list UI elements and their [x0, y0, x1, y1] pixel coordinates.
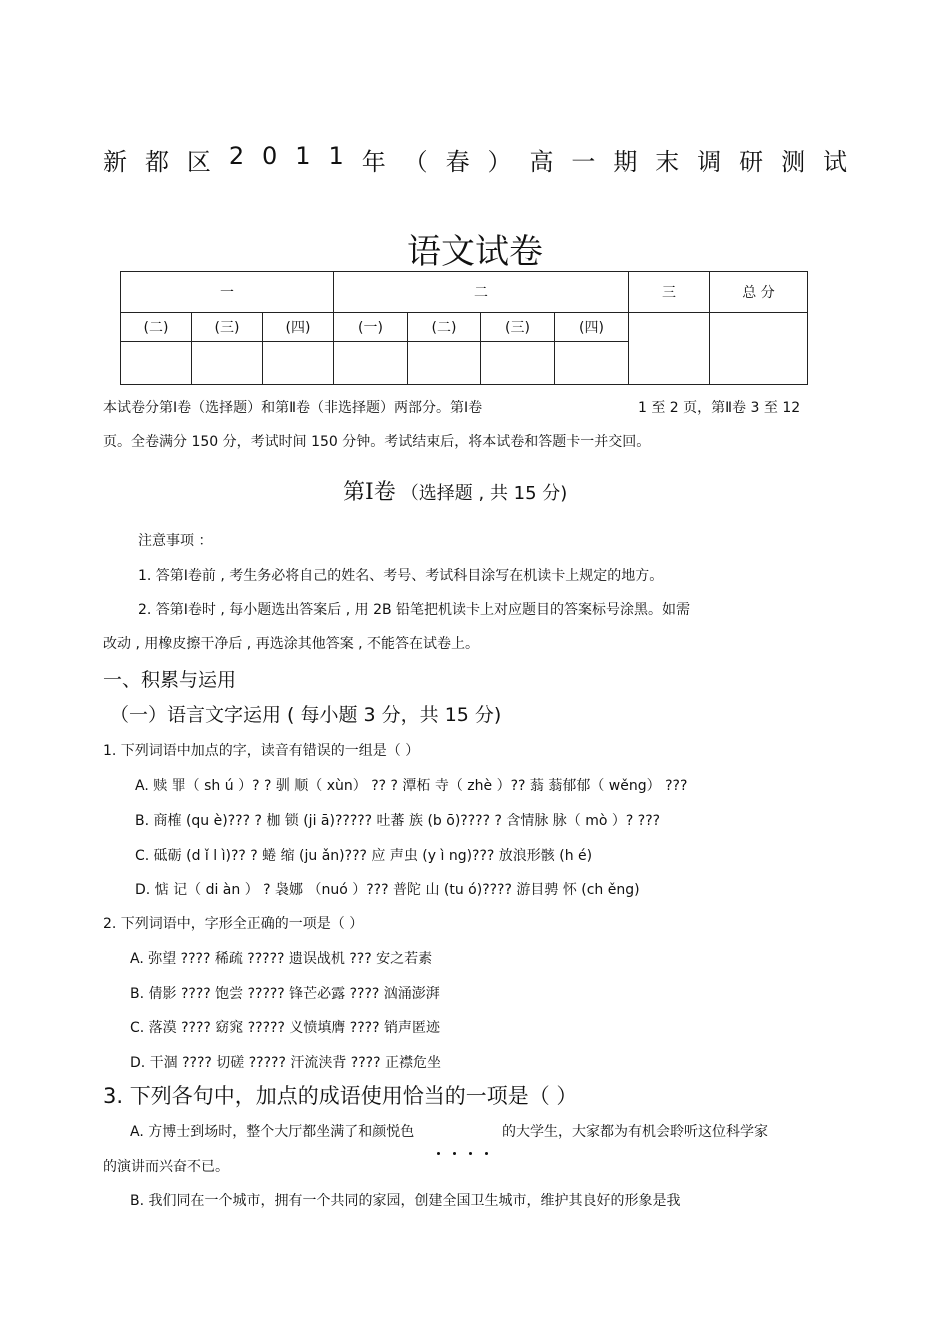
exam-header [103, 142, 847, 177]
q2-option-a: A. 弥望 ???? 稀疏 ????? 遗误战机 ??? 安之若素 [130, 951, 433, 967]
q2-option-b: B. 倩影 ???? 饱尝 ????? 锋芒必露 ???? 汹涌澎湃 [130, 986, 440, 1002]
header-char: 新 [103, 148, 127, 176]
q1-option-d: D. 惦 记（ di àn ） ? 袅娜 （nuó ）??? 普陀 山 (tu ó)???? 游目骋 怀 (ch ěng) [135, 882, 640, 898]
q3-stem: 3. 下列各句中，加点的成语使用恰当的一项是（ ） [103, 1084, 578, 1108]
score-cell [121, 342, 192, 385]
q2-stem: 2. 下列词语中，字形全正确的一项是（ ） [103, 916, 364, 932]
score-cell [334, 342, 408, 385]
header-char: 末 [655, 148, 680, 176]
intro-line1-b: 1 至 2 页，第Ⅱ卷 3 至 12 [638, 400, 801, 416]
q3-option-a-line2: 的演讲而兴奋不已。 [103, 1159, 229, 1175]
header-char: 年 [361, 148, 386, 176]
subsection-1-title: （一）语言文字运用 ( 每小题 3 分，共 15 分) [110, 704, 502, 726]
exam-title: 语文试卷 [407, 232, 543, 272]
header-char: 春 [445, 148, 470, 176]
header-char: 一 [571, 148, 596, 176]
score-sub-1-3: (三) [192, 313, 263, 342]
score-header-total [710, 272, 808, 385]
q1-option-c: C. 砥砺 (d ǐ l ì)?? ? 蜷 缩 (ju ǎn)??? 应 声虫 (y ì ng)??? 放浪形骸 (h é) [135, 848, 593, 864]
q1-option-b: B. 商榷 (qu è)??? ? 枷 锁 (ji ā)????? 吐蕃 族 (b ō)???? ? 含情脉 脉（ mò ）? ??? [135, 813, 661, 829]
q1-stem: 1. 下列词语中加点的字，读音有错误的一组是（ ） [103, 743, 420, 759]
part1-heading [343, 475, 567, 506]
score-cell [192, 342, 263, 385]
header-char: 2 [228, 142, 245, 170]
section-1-title: 一、积累与运用 [103, 669, 237, 691]
score-header-part2: 二 [334, 272, 629, 313]
header-char: 0 [262, 142, 278, 170]
header-char: 都 [144, 148, 169, 176]
q2-option-c: C. 落漠 ???? 窈窕 ????? 义愤填膺 ???? 销声匿迹 [130, 1020, 440, 1036]
header-char: 调 [697, 148, 722, 176]
q2-option-d: D. 干涸 ???? 切磋 ????? 汗流浃背 ???? 正襟危坐 [130, 1055, 441, 1071]
score-table [120, 271, 808, 385]
score-sub-2-3: (三) [481, 313, 555, 342]
score-sub-2-1: (一) [334, 313, 408, 342]
q3-option-a-line1-post: 的大学生，大家都为有机会聆听这位科学家 [502, 1124, 768, 1140]
header-char: 期 [613, 148, 638, 176]
intro-line2: 页。全卷满分 150 分，考试时间 150 分钟。考试结束后，将本试卷和答题卡一并交回。 [103, 434, 651, 450]
score-sub-1-2: (二) [121, 313, 192, 342]
note-2b: 改动 , 用橡皮擦干净后 , 再选涂其他答案 , 不能答在试卷上。 [103, 636, 480, 652]
header-char: ） [487, 148, 512, 176]
score-cell [555, 342, 629, 385]
score-cell [408, 342, 481, 385]
score-header-part3 [629, 272, 710, 385]
header-char: 测 [781, 148, 806, 176]
score-cell [263, 342, 334, 385]
header-char: 试 [823, 148, 847, 176]
score-sub-1-4: (四) [263, 313, 334, 342]
note-2a: 2. 答第Ⅰ卷时 , 每小题选出答案后 , 用 2B 铅笔把机读卡上对应题目的答案标号涂黑。如需 [138, 602, 691, 618]
intro-line1-a: 本试卷分第Ⅰ卷（选择题）和第Ⅱ卷（非选择题）两部分。第Ⅰ卷 [103, 400, 483, 416]
part1-title: 第Ⅰ卷 [343, 480, 396, 505]
q3-option-a-line1-pre: A. 方博士到场时，整个大厅都坐满了和颜悦色 [130, 1124, 415, 1140]
q3-option-b-line1: B. 我们同在一个城市，拥有一个共同的家园，创建全国卫生城市，维护其良好的形象是我 [130, 1193, 681, 1209]
notes-heading: 注意事项 ： [138, 533, 213, 549]
score-header-total-label: 总 分 [742, 285, 775, 301]
header-char: 区 [186, 148, 211, 176]
header-char: 研 [739, 148, 764, 176]
score-sub-2-4: (四) [555, 313, 629, 342]
score-header-part1: 一 [121, 272, 334, 313]
emphasis-dots [437, 1140, 488, 1159]
header-char: 1 [295, 142, 311, 170]
part1-subtitle: （选择题 , 共 15 分) [400, 483, 568, 504]
q1-option-a: A. 赎 罪（ sh ú ）? ? 驯 顺（ xùn） ?? ? 潭柘 寺（ zhè ）?? 蓊 蓊郁郁（ wěng） ??? [135, 778, 688, 794]
header-char: （ [403, 148, 428, 176]
header-char: 高 [529, 148, 554, 176]
score-header-part3-label: 三 [662, 285, 676, 301]
header-char: 1 [328, 142, 344, 170]
score-cell [481, 342, 555, 385]
note-1: 1. 答第Ⅰ卷前 , 考生务必将自己的姓名、考号、考试科目涂写在机读卡上规定的地方。 [138, 568, 664, 584]
score-sub-2-2: (二) [408, 313, 481, 342]
